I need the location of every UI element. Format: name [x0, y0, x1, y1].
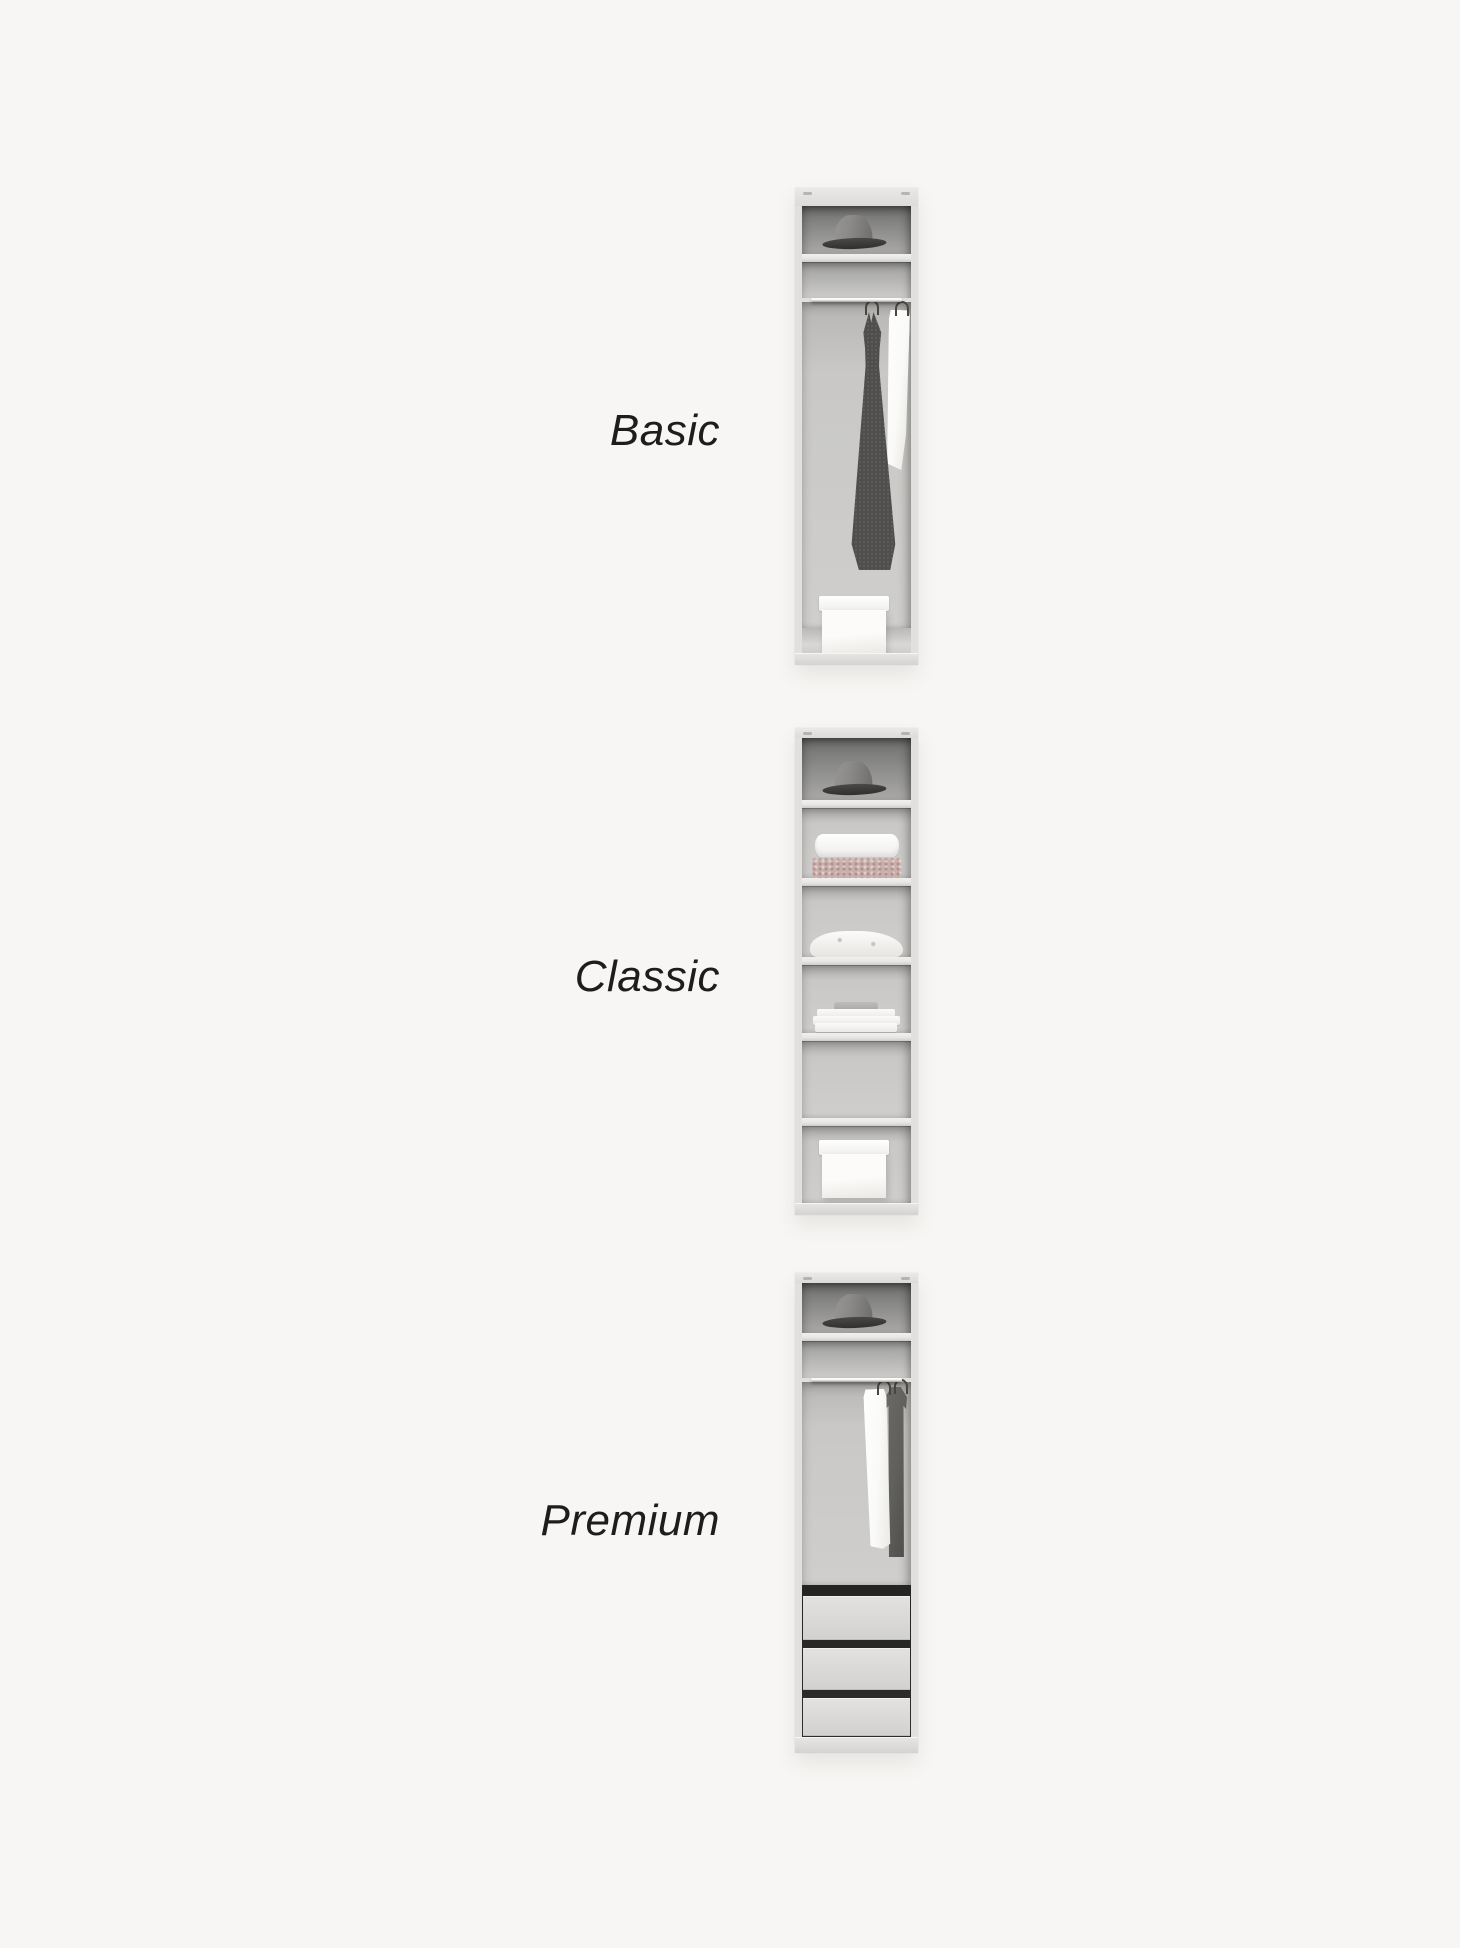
shelf [802, 1033, 911, 1041]
folded-blanket-icon [815, 834, 899, 858]
hanging-compartment [802, 302, 911, 628]
back-panel [802, 1341, 911, 1378]
cabinet-base [795, 1737, 918, 1753]
folded-shirts-icon [812, 1002, 901, 1033]
shelf-compartment [802, 965, 911, 1033]
hat-icon [822, 759, 886, 797]
drawer [803, 1698, 910, 1736]
cabinet-top-panel [795, 728, 918, 738]
hat-icon [822, 213, 886, 251]
variant-label-classic: Classic [574, 952, 720, 1001]
storage-box-lid [819, 1140, 889, 1155]
cabinet-top-panel [795, 1273, 918, 1283]
clothes-rail-icon [811, 1378, 902, 1382]
hat-brim [822, 237, 886, 250]
hat-compartment [802, 206, 911, 254]
hanger-hook-icon [865, 300, 879, 315]
knit-blanket-icon [812, 857, 902, 878]
white-garment-icon [885, 310, 910, 470]
drawer [803, 1648, 910, 1690]
cabinet-top-panel [795, 188, 918, 206]
shelf [802, 1118, 911, 1126]
shelf [802, 878, 911, 886]
hat-compartment [802, 1283, 911, 1333]
cabinet-base [795, 1203, 918, 1215]
clothes-rail-icon [811, 298, 902, 302]
wardrobe-premium [795, 1273, 918, 1753]
drawer [803, 1596, 910, 1640]
hat-brim [822, 1316, 886, 1329]
shelf [802, 1333, 911, 1341]
shelf-compartment [802, 886, 911, 957]
wardrobe-classic [795, 728, 918, 1215]
storage-box-body [822, 1154, 886, 1198]
shelf-compartment [802, 1126, 911, 1203]
storage-box-icon [822, 596, 886, 654]
hat-brim [822, 783, 886, 796]
back-panel [802, 262, 911, 298]
hanger-hook-icon [895, 301, 909, 316]
hat-icon [822, 1292, 886, 1330]
storage-box-body [822, 610, 886, 654]
shelf [802, 957, 911, 965]
variant-label-basic: Basic [609, 406, 720, 455]
storage-box-icon [822, 1140, 886, 1198]
folded-shirt-layer [815, 1023, 897, 1032]
variant-label-premium: Premium [540, 1496, 720, 1545]
drawer-unit [802, 1585, 911, 1737]
white-shirt-icon [863, 1389, 892, 1550]
hanging-compartment [802, 1382, 911, 1585]
shelf-compartment [802, 808, 911, 878]
pillow-icon [810, 931, 903, 957]
hat-compartment [802, 738, 911, 800]
hanger-hook-icon [877, 1380, 891, 1395]
shelf [802, 800, 911, 808]
cabinet-base [795, 653, 918, 665]
empty-compartment [802, 1041, 911, 1118]
wardrobe-basic [795, 188, 918, 665]
storage-box-lid [819, 596, 889, 611]
shelf [802, 254, 911, 262]
